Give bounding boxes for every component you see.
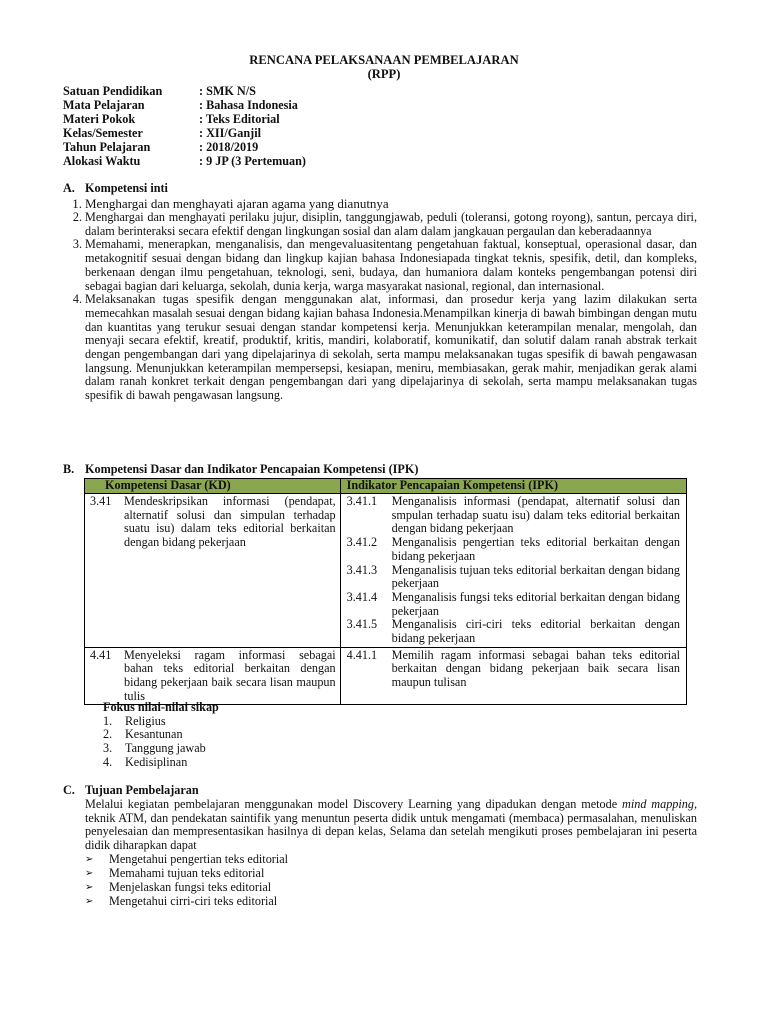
ipk-number: 4.41.1	[346, 647, 378, 662]
list-item	[103, 715, 219, 729]
list-item	[85, 895, 288, 909]
column-header-kd: Kompetensi Dasar (KD)	[85, 479, 341, 494]
item-number: 3.	[72, 237, 82, 252]
ipk-number: 3.41.3	[346, 562, 378, 577]
ipk-item	[341, 649, 686, 690]
ipk-description: Menganalisis ciri-ciri teks editorial berkaitan dengan bidang pekerjaan	[391, 617, 680, 646]
ipk-item	[341, 564, 686, 591]
attitude-values-block	[103, 701, 219, 770]
meta-label: Kelas/Semester	[63, 126, 143, 140]
kd-number: 4.41	[90, 647, 112, 662]
item-number: 4.	[103, 754, 113, 769]
document-subtitle: (RPP)	[367, 67, 401, 81]
meta-label: Materi Pokok	[63, 112, 136, 126]
ipk-description: Menganalisis informasi (pendapat, alternatif solusi dan smpulan terhadap suatu isu) dalam teks editorial berkaitan dengan bidang pekerjaan	[391, 494, 680, 536]
objective-text-start: Melalui kegiatan pembelajaran menggunakan model Discovery Learning yang dipadukan dengan metode	[85, 797, 623, 811]
table-row	[85, 647, 687, 704]
meta-value: : 2018/2019	[199, 140, 259, 154]
list-item	[85, 853, 288, 867]
meta-row	[63, 113, 306, 127]
document-title: RENCANA PELAKSANAAN PEMBELAJARAN	[249, 53, 519, 67]
core-competence-list	[63, 196, 697, 403]
arrow-bullet-icon: ➢	[85, 882, 94, 893]
item-text: Tanggung jawab	[125, 741, 206, 756]
section-a-heading	[63, 182, 168, 196]
meta-row	[63, 141, 306, 155]
ipk-number: 3.41.1	[346, 494, 378, 508]
meta-label: Mata Pelajaran	[63, 98, 145, 112]
attitude-values-title: Fokus nilai-nilai sikap	[103, 700, 219, 714]
item-text: Menghargai dan menghayati perilaku jujur, disiplin, tanggungjawab, peduli (toleransi, gotong royong), santun, percaya diri, dalam berinteraksi secara efektif dengan lingkungan sosial dan alam dalam jangkauan pergaulan dan keberadaannya	[85, 210, 697, 238]
item-number: 4.	[72, 292, 82, 307]
meta-value: : Bahasa Indonesia	[199, 98, 298, 112]
table-row	[85, 494, 687, 648]
list-item	[63, 211, 697, 238]
section-letter: C.	[63, 783, 75, 797]
meta-row	[63, 85, 306, 99]
ipk-item	[341, 591, 686, 618]
arrow-bullet-icon: ➢	[85, 868, 94, 879]
kd-cell	[85, 494, 341, 648]
item-number: 1.	[103, 713, 113, 728]
item-text: Melaksanakan tugas spesifik dengan menggunakan alat, informasi, dan prosedur kerja yang lazim dilakukan serta memecahkan masalah sesuai dengan bidang kajian bahasa Indonesia.Menampilkan kinerja di bawah bimbingan dengan mutu dan kuantitas yang terukur sesuai dengan standar kompetensi kerja. Menunjukkan keterampilan menalar, mengolah, dan menyaji secara efektif, kreatif, produktif, kritis, mandiri, kolaboratif, komunikatif, dan solutif dalam ranah abstrak terkait dengan pengembangan dari yang dipelajarinya di sekolah, serta mampu melaksanakan tugas spesifik di bawah pengawasan langsung. Menunjukkan keterampilan mempersepsi, kesiapan, meniru, membiasakan, gerak mahir, menjadikan gerak alami dalam ranah konkret terkait dengan pengembangan dari yang dipelajarinya di sekolah, serta mampu melaksanakan tugas spesifik di bawah pengawasan langsung.	[85, 292, 697, 403]
ipk-description: Memilih ragam informasi sebagai bahan teks editorial berkaitan dengan bidang pekerjaan baik secara lisan maupun tulisan	[391, 647, 680, 690]
list-item	[63, 238, 697, 293]
list-item	[103, 742, 219, 756]
item-text: Memahami, menerapkan, menganalisis, dan mengevaluasitentang pengetahuan faktual, konseptual, operasional dasar, dan metakognitif sesuai dengan bidang dan lingkup kajian bahasa Indonesiapada tingkat teknis, spesifik, detil, dan kompleks, berkenaan dengan ilmu pengetahuan, teknologi, seni, budaya, dan humaniora dalam konteks pengembangan potensi diri sebagai bagian dari keluarga, sekolah, dunia kerja, warga masyarakat nasional, regional, dan internasional.	[85, 237, 697, 293]
item-text: Mengetahui pengertian teks editorial	[109, 852, 289, 866]
meta-label: Alokasi Waktu	[63, 154, 141, 168]
objective-text-end: , teknik ATM, dan pendekatan saintifik yang menuntun peserta didik untuk mengamati (membaca) permasalahan, menuliskan penyelesaian dan mempresentasikan hasilnya di depan kelas, Selama dan setelah mengikuti proses pembelajaran ini peserta didik diharapkan dapat	[85, 797, 697, 853]
section-title: Kompetensi inti	[85, 181, 168, 195]
objective-list	[85, 853, 288, 909]
meta-label: Tahun Pelajaran	[63, 140, 151, 154]
meta-row	[63, 155, 306, 169]
item-text: Memahami tujuan teks editorial	[109, 866, 265, 880]
section-title: Kompetensi Dasar dan Indikator Pencapaian Kompetensi (IPK)	[85, 462, 419, 476]
meta-label: Satuan Pendidikan	[63, 84, 163, 98]
item-text: Menjelaskan fungsi teks editorial	[109, 880, 272, 894]
arrow-bullet-icon: ➢	[85, 896, 94, 907]
section-letter: A.	[63, 181, 75, 195]
list-item	[63, 196, 697, 211]
ipk-number: 3.41.4	[346, 589, 378, 604]
list-item	[85, 867, 288, 881]
ipk-item	[341, 536, 686, 563]
ipk-item	[341, 618, 686, 645]
meta-value: : SMK N/S	[199, 84, 256, 98]
section-letter: B.	[63, 462, 75, 476]
ipk-number: 3.41.2	[346, 535, 378, 550]
ipk-description: Menganalisis pengertian teks editorial berkaitan dengan bidang pekerjaan	[391, 535, 680, 563]
section-title: Tujuan Pembelajaran	[85, 783, 199, 797]
list-item	[85, 881, 288, 895]
item-text: Kedisiplinan	[125, 754, 188, 769]
list-item	[103, 728, 219, 742]
meta-value: : XII/Ganjil	[199, 126, 261, 140]
section-c-heading	[63, 784, 199, 798]
list-item	[63, 293, 697, 403]
ipk-description: Menganalisis tujuan teks editorial berkaitan dengan bidang pekerjaan	[391, 562, 680, 591]
item-text: Menghargai dan menghayati ajaran agama yang dianutnya	[85, 196, 389, 211]
objective-text-italic: mind mapping	[622, 797, 694, 811]
ipk-item	[341, 495, 686, 536]
item-text: Mengetahui cirri-ciri teks editorial	[109, 894, 278, 908]
meta-row	[63, 127, 306, 141]
column-header-ipk: Indikator Pencapaian Kompetensi (IPK)	[340, 479, 686, 494]
list-item	[103, 756, 219, 770]
item-number: 3.	[103, 741, 113, 756]
identity-block	[63, 85, 306, 169]
meta-value: : 9 JP (3 Pertemuan)	[199, 154, 306, 168]
item-number: 2.	[72, 210, 82, 224]
ipk-cell	[340, 647, 686, 704]
competence-table	[84, 478, 687, 705]
item-number: 2.	[103, 727, 113, 742]
attitude-values-list	[103, 715, 219, 770]
kd-description: Mendeskripsikan informasi (pendapat, alternatif solusi dan simpulan terhadap suatu isu) dalam teks editorial berkaitan dengan bidang pekerjaan	[124, 494, 336, 550]
item-text: Religius	[125, 713, 166, 728]
meta-row	[63, 99, 306, 113]
ipk-number: 3.41.5	[346, 617, 378, 632]
kd-number: 3.41	[90, 494, 112, 508]
item-text: Kesantunan	[125, 727, 183, 742]
kd-cell	[85, 647, 341, 704]
kd-description: Menyeleksi ragam informasi sebagai bahan teks editorial berkaitan dengan bidang pekerjaan baik secara lisan maupun tulis	[124, 647, 336, 703]
section-b-heading	[63, 463, 418, 477]
arrow-bullet-icon: ➢	[85, 854, 94, 865]
ipk-description: Menganalisis fungsi teks editorial berkaitan dengan bidang pekerjaan	[391, 589, 680, 618]
objective-paragraph	[85, 798, 697, 853]
table-header-row	[85, 479, 687, 494]
meta-value: : Teks Editorial	[199, 112, 280, 126]
ipk-cell	[340, 494, 686, 648]
item-number: 1.	[72, 196, 82, 211]
